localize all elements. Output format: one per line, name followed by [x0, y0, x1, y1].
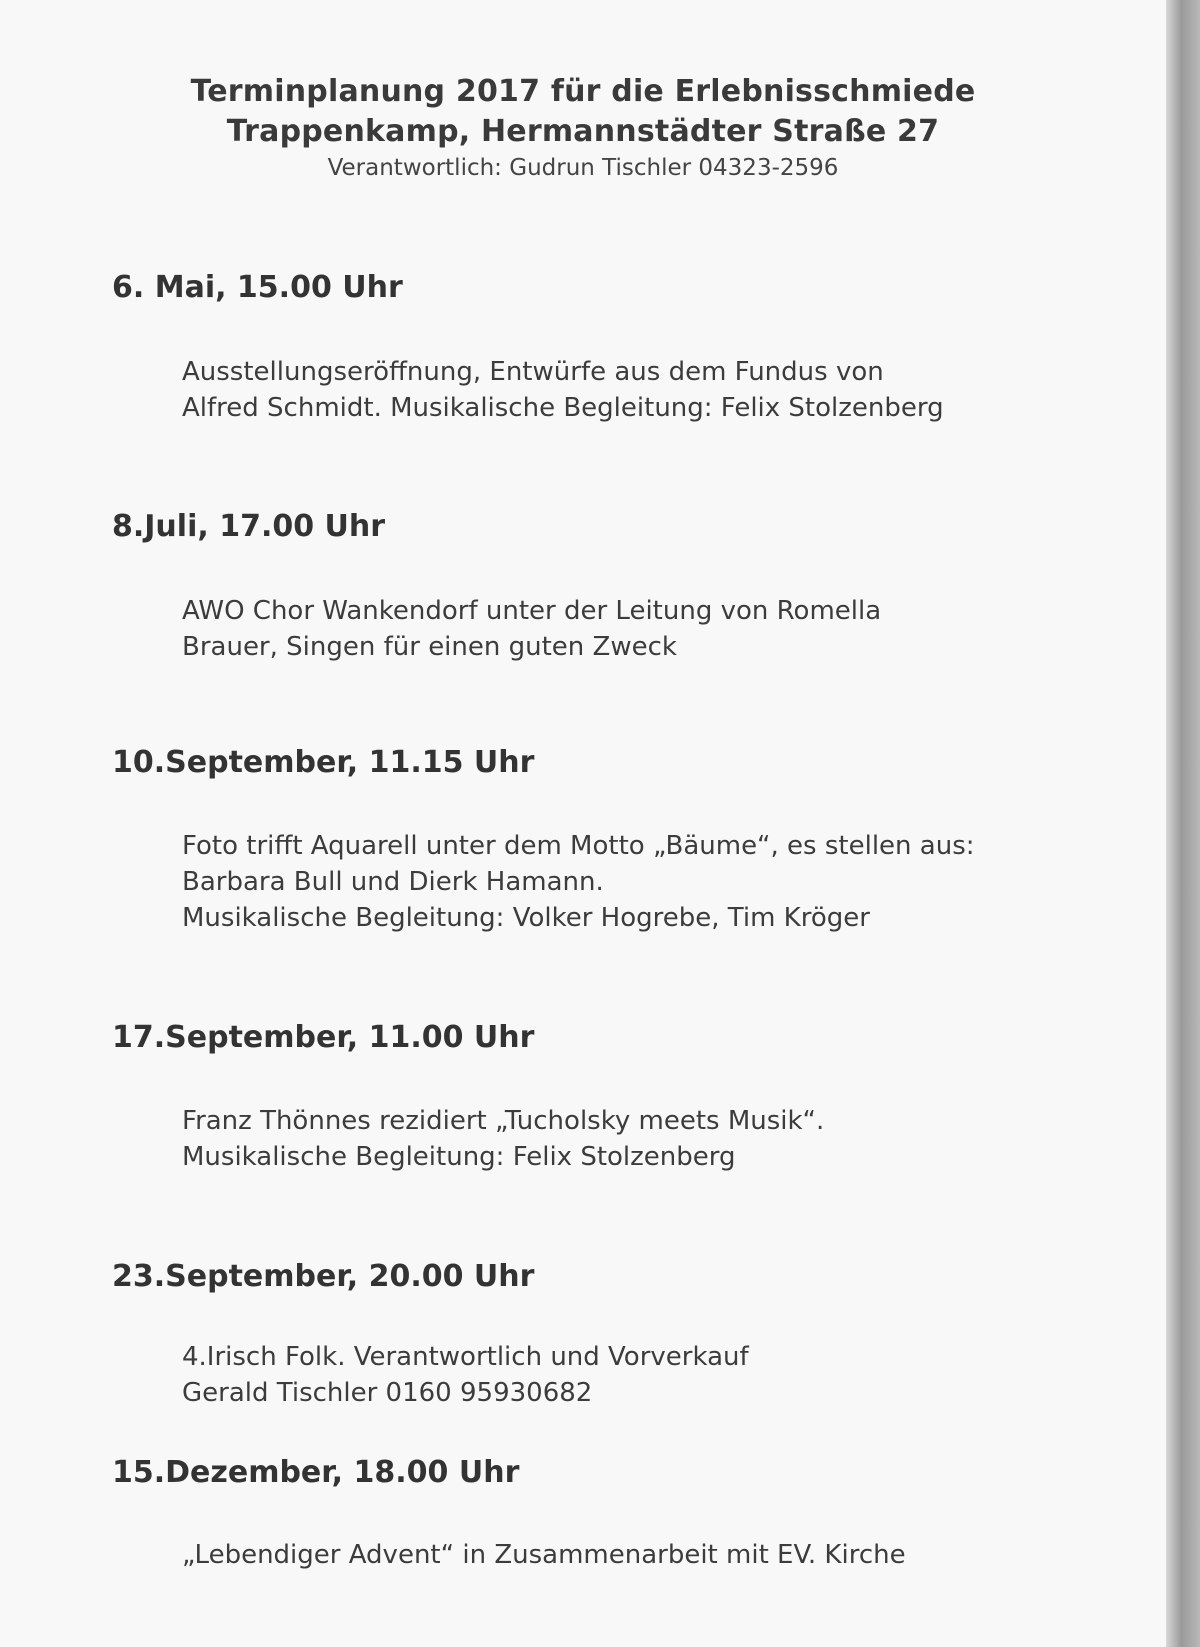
event-date: 10.September, 11.15 Uhr: [112, 745, 535, 780]
event-date: 17.September, 11.00 Uhr: [112, 1020, 535, 1055]
event-description-line: Musikalische Begleitung: Volker Hogrebe, Tim Kröger: [182, 903, 870, 933]
title-line-2: Trappenkamp, Hermannstädter Straße 27: [226, 114, 940, 149]
event-description-line: Barbara Bull und Dierk Hamann.: [182, 867, 604, 897]
event-date: 8.Juli, 17.00 Uhr: [112, 509, 386, 544]
event-date: 23.September, 20.00 Uhr: [112, 1259, 535, 1294]
event-description-line: Brauer, Singen für einen guten Zweck: [182, 632, 677, 662]
event-description: [182, 828, 975, 936]
event-description-line: Franz Thönnes rezidiert „Tucholsky meets Musik“.: [182, 1106, 825, 1136]
event-description: [182, 593, 881, 665]
event-description-line: Foto trifft Aquarell unter dem Motto „Bäume“, es stellen aus:: [182, 831, 975, 861]
event-description-line: Musikalische Begleitung: Felix Stolzenberg: [182, 1142, 736, 1172]
event-description-line: Ausstellungseröffnung, Entwürfe aus dem Fundus von: [182, 357, 884, 387]
event-date: 15.Dezember, 18.00 Uhr: [112, 1455, 520, 1490]
event-description-line: AWO Chor Wankendorf unter der Leitung von Romella: [182, 596, 882, 626]
scan-edge-shadow: [1166, 0, 1200, 1647]
event-description-line: Gerald Tischler 0160 95930682: [182, 1378, 593, 1408]
event-description-line: „Lebendiger Advent“ in Zusammenarbeit mit EV. Kirche: [182, 1540, 906, 1570]
event-date: 6. Mai, 15.00 Uhr: [112, 270, 403, 305]
event-description-line: 4.Irisch Folk. Verantwortlich und Vorverkauf: [182, 1342, 749, 1372]
event-description: [182, 1103, 824, 1175]
title-line-1: Terminplanung 2017 für die Erlebnisschmiede: [190, 74, 976, 109]
event-description: [182, 1339, 749, 1411]
event-description: [182, 354, 944, 426]
document-header: [0, 72, 1166, 184]
contact-line: Verantwortlich: Gudrun Tischler 04323-2596: [327, 155, 839, 181]
event-description: [182, 1537, 906, 1573]
event-description-line: Alfred Schmidt. Musikalische Begleitung: Felix Stolzenberg: [182, 393, 944, 423]
